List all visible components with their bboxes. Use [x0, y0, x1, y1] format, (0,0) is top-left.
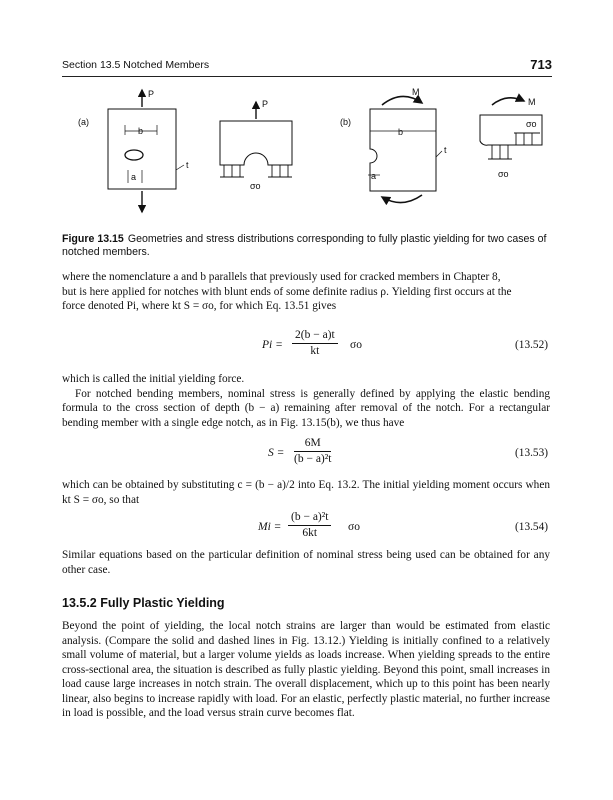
sigma-label-a: σo [250, 181, 261, 191]
subsection-heading: 13.5.2 Fully Plastic Yielding [62, 596, 225, 610]
eq3-lhs: Mi = [258, 521, 282, 533]
eq1-number: (13.52) [515, 339, 548, 351]
eq1-lhs: Pi = [262, 339, 283, 351]
section-title: Section 13.5 Notched Members [62, 59, 210, 71]
eq1-numerator: 2(b − a)t [292, 328, 338, 344]
sigma-label-b-top: σo [526, 119, 537, 129]
eq3-numerator: (b − a)²t [288, 510, 331, 526]
eq2-number: (13.53) [515, 447, 548, 459]
eq1-tail: σo [350, 339, 362, 351]
paragraph-1 [62, 270, 550, 314]
eq2-fraction [294, 436, 331, 467]
figure-caption [62, 233, 550, 259]
label-a-b: a [371, 171, 377, 181]
eq2-lhs: S = [268, 447, 285, 459]
figure-diagram [62, 85, 552, 225]
caption-text: Geometries and stress distributions corresponding to fully plastic yielding for two cases of notched members. [62, 233, 547, 258]
label-p-a: P [148, 89, 155, 99]
p3-text: For notched bending members, nominal stress is generally defined by applying the elastic bending formula to the cross section of depth (b − a) remaining after removal of the notch. For a rectangular bending member with a single edge notch, as in Fig. 13.15(b), we thus have [62, 387, 550, 429]
label-p-a2: P [262, 99, 269, 109]
label-a-a: a [131, 172, 137, 182]
p1-line2: but is here applied for notches with blunt ends of some definite radius ρ. Yielding first occurs at the [62, 285, 512, 298]
label-t-b: t [444, 145, 447, 155]
p1-line1: where the nomenclature a and b parallels that previously used for cracked members in Chapter 8, [62, 271, 501, 283]
label-m-b2: M [528, 97, 536, 107]
p2-text: which is called the initial yielding force. [62, 373, 245, 385]
sigma-label-b-bottom: σo [498, 169, 509, 179]
p1-line3: force denoted Pi, where kt S = σo, for which Eq. 13.51 gives [62, 300, 337, 312]
eq3-number: (13.54) [515, 521, 548, 533]
label-b-b: b [398, 127, 404, 137]
eq2-numerator: 6M [294, 436, 331, 452]
equation-13-53 [62, 436, 550, 470]
panel-a-label: (a) [78, 117, 89, 127]
label-b-a: b [138, 126, 144, 136]
paragraph-2 [62, 372, 550, 430]
running-header [62, 58, 552, 77]
figure-13-15 [62, 85, 552, 225]
p4-text: which can be obtained by substituting c = (b − a)/2 into Eq. 13.2. The initial yielding moment occurs when kt S = σo, so that [62, 479, 550, 506]
half-plate-a [220, 121, 292, 165]
figure-number: Figure 13.15 [62, 233, 124, 245]
paragraph-4 [62, 548, 550, 577]
plate-b [370, 109, 436, 191]
equation-13-54 [62, 510, 550, 544]
eq1-denominator: kt [310, 345, 320, 357]
label-m-b: M [412, 87, 420, 97]
panel-b-label: (b) [340, 117, 351, 127]
eq3-denominator: 6kt [302, 527, 318, 539]
eq2-denominator: (b − a)²t [294, 453, 332, 465]
eq3-tail: σo [348, 521, 360, 533]
page-number: 713 [530, 57, 552, 72]
hole-a [125, 150, 143, 160]
eq1-fraction [292, 328, 338, 359]
p5-text: Similar equations based on the particular definition of nominal stress being used can be obtained for any other case. [62, 549, 550, 576]
label-t-a: t [186, 160, 189, 170]
equation-13-52 [62, 328, 550, 362]
eq3-fraction [288, 510, 331, 541]
paragraph-5 [62, 619, 550, 721]
paragraph-3 [62, 478, 550, 507]
p6-text: Beyond the point of yielding, the local notch strains are larger than would be estimated from elastic analysis. (Compare the solid and dashed lines in Fig. 13.12.) Yielding is initially confined to a relatively small volume of material, but a larger volume yields as loads increase. When yielding spreads to the entire cross-sectional area, the situation is described as fully plastic yielding. Beyond this point, small increases in load cause large increases in notch strain. The overall displacement, which up to this point has been nearly linear, also begins to increase rapidly with load. For an elastic, perfectly plastic material, no further increase in load is possible, and the load versus strain curve becomes flat. [62, 620, 550, 719]
